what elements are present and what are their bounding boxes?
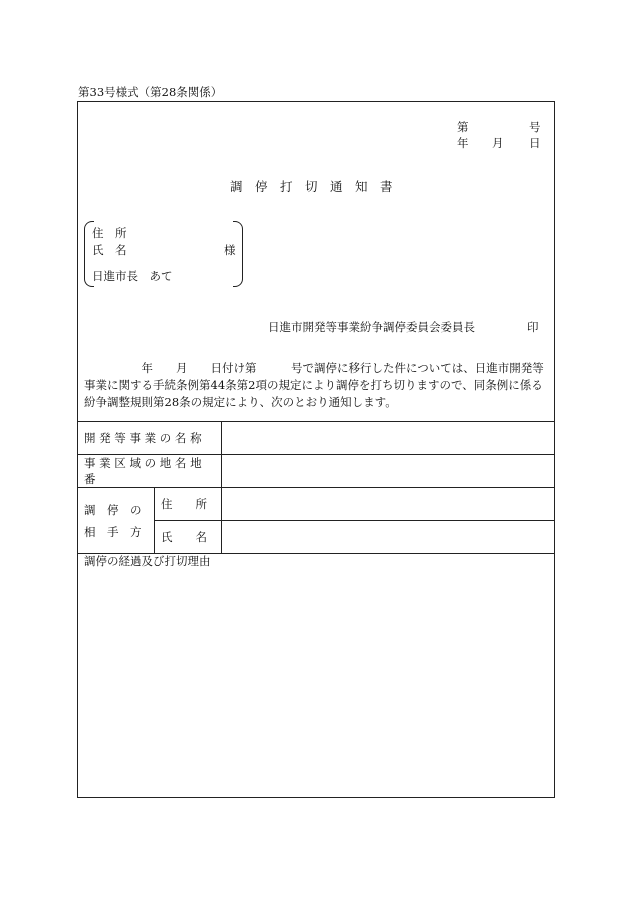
project-area-label: 事 業 区 域 の 地 名 地 番 [78,455,222,488]
counterparty-address-value [222,488,555,521]
form-number-label: 第33号様式（第28条関係） [78,85,223,99]
counterparty-label [78,488,155,554]
doc-number-go: 号 [529,120,541,134]
table-row [78,422,555,455]
details-table [77,421,555,554]
project-name-value [222,422,555,455]
date-day: 日 [529,136,541,150]
addressee-honorific: 様 [224,243,236,257]
date-year: 年 [457,136,469,150]
table-row [78,455,555,488]
notice-body-line-3: 紛争調整規則第28条の規定により、次のとおり通知します。 [84,395,397,409]
addressee-name-label: 氏 名 [92,243,127,257]
sender-name: 日進市開発等事業紛争調停委員会委員長 [268,320,475,334]
project-name-label: 開 発 等 事 業 の 名 称 [78,422,222,455]
notice-body-line-1: 年 月 日付け第 号で調停に移行した件については、日進市開発等 [84,361,544,375]
counterparty-label-line-1: 調 停 の [84,502,142,517]
sender-seal: 印 [527,320,539,334]
addressee-via: 日進市長 あて [92,269,173,283]
reason-label: 調停の経過及び打切理由 [84,554,211,568]
counterparty-name-value [222,521,555,554]
notice-body [84,360,554,411]
notice-body-line-2: 事業に関する手続条例第44条第2項の規定により調停を打ち切りますので、同条例に係る [84,378,543,392]
counterparty-address-label: 住 所 [155,488,222,521]
date-month: 月 [492,136,504,150]
addressee-address-label: 住 所 [92,226,127,240]
doc-number-dai: 第 [457,120,469,134]
counterparty-name-label: 氏 名 [155,521,222,554]
counterparty-label-line-2: 相 手 方 [84,524,142,539]
table-row [78,488,555,521]
project-area-value [222,455,555,488]
document-title: 調 停 打 切 通 知 書 [230,179,393,194]
